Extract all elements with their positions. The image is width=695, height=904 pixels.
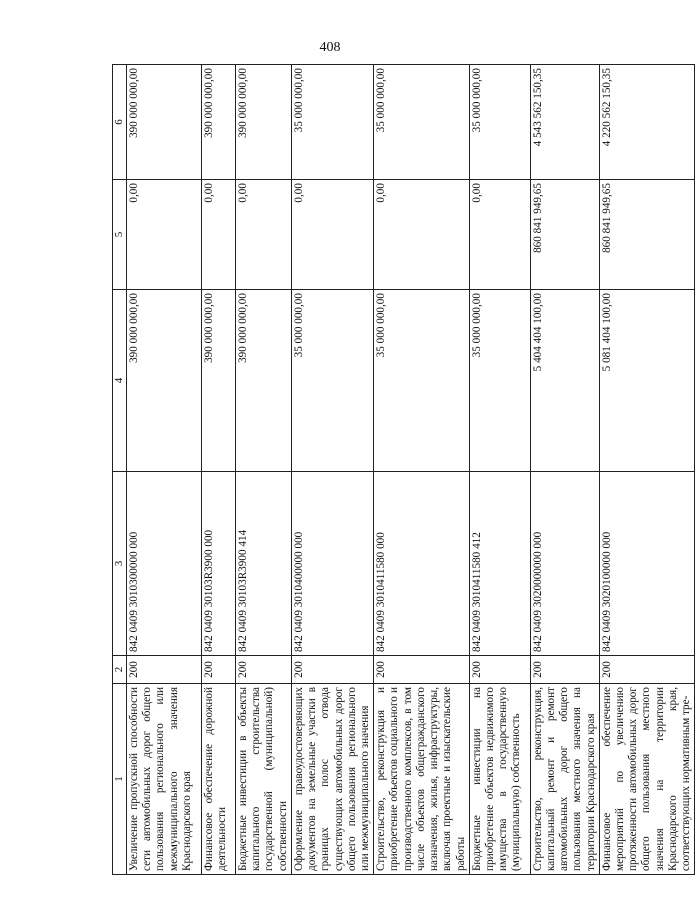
row-col4-cell: 35 000 000,00 [291,290,373,472]
rotated-table-region [112,65,693,875]
budget-table-wrapper [112,65,693,875]
table-row [291,65,373,875]
table-row [202,65,236,875]
table-header-row [113,65,127,875]
row-col6-cell: 4 543 562 150,35 [530,65,599,180]
row-col6-cell: 390 000 000,00 [236,65,292,180]
row-code-cell: 842 0409 30103R3900 000 [202,472,236,656]
table-row [599,65,695,875]
table-row [374,65,470,875]
row-col6-cell: 35 000 000,00 [374,65,470,180]
row-col2-cell: 200 [374,656,470,684]
row-col2-cell: 200 [291,656,373,684]
row-code-cell: 842 0409 3010411580 412 [469,472,530,656]
row-code-cell: 842 0409 3010411580 000 [374,472,470,656]
row-code-cell: 842 0409 3010400000 000 [291,472,373,656]
row-col4-cell: 390 000 000,00 [236,290,292,472]
row-col6-cell: 390 000 000,00 [202,65,236,180]
row-col2-cell: 200 [530,656,599,684]
header-cell: 5 [113,180,127,290]
row-name-cell: Увеличение пропускной способности сети автомобильных дорог общего пользования регионального или межмуниципального значения Краснодарского края [127,684,202,875]
budget-table [112,64,695,875]
row-col4-cell: 35 000 000,00 [469,290,530,472]
row-col2-cell: 200 [202,656,236,684]
row-col6-cell: 35 000 000,00 [291,65,373,180]
row-col6-cell: 390 000 000,00 [127,65,202,180]
row-col5-cell: 0,00 [236,180,292,290]
row-col2-cell: 200 [599,656,695,684]
row-name-cell: Строительство, реконструкция, капитальный ремонт и ремонт автомобильных дорог общего пользования местного значения на территории Краснодарского края [530,684,599,875]
row-col2-cell: 200 [469,656,530,684]
row-name-cell: Финансовое обеспечение дорожной деятельности [202,684,236,875]
row-col6-cell: 4 220 562 150,35 [599,65,695,180]
row-col2-cell: 200 [127,656,202,684]
row-col5-cell: 0,00 [374,180,470,290]
row-name-cell: Оформление правоудостоверяющих документов на земельные участки в границах полос отвода существующих автомобильных дорог общего пользования регионального или межмуниципального значения [291,684,373,875]
row-col4-cell: 5 404 404 100,00 [530,290,599,472]
header-cell: 4 [113,290,127,472]
table-row [469,65,530,875]
row-code-cell: 842 0409 30103R3900 414 [236,472,292,656]
header-cell: 1 [113,684,127,875]
row-col4-cell: 35 000 000,00 [374,290,470,472]
row-col4-cell: 390 000 000,00 [127,290,202,472]
header-cell: 3 [113,472,127,656]
row-col5-cell: 0,00 [291,180,373,290]
row-name-cell: Бюджетные инвестиции в объекты капитального строительства государственной (муниципальной) собственности [236,684,292,875]
row-col5-cell: 0,00 [127,180,202,290]
table-row [127,65,202,875]
row-col5-cell: 860 841 949,65 [599,180,695,290]
header-cell: 6 [113,65,127,180]
row-code-cell: 842 0409 3020100000 000 [599,472,695,656]
row-col2-cell: 200 [236,656,292,684]
row-code-cell: 842 0409 3010300000 000 [127,472,202,656]
row-col4-cell: 390 000 000,00 [202,290,236,472]
row-name-cell: Финансовое обеспечение мероприятий по увеличению протяженности автомобильных дорог общего пользования местного значения на территории Краснодарского края, соответствующих нормативным тре- [599,684,695,875]
row-col5-cell: 860 841 949,65 [530,180,599,290]
row-col5-cell: 0,00 [469,180,530,290]
table-row [530,65,599,875]
row-code-cell: 842 0409 3020000000 000 [530,472,599,656]
table-row [236,65,292,875]
row-name-cell: Бюджетные инвестиции на приобретение объектов недвижимого имущества в государственную (муниципальную) собственность [469,684,530,875]
row-name-cell: Строительство, реконструкция и приобретение объектов социального и производственного комплексов, в том числе объектов общегражданского назначения, жилья, инфраструктуры, включая проектные и изыскательские работы [374,684,470,875]
row-col4-cell: 5 081 404 100,00 [599,290,695,472]
header-cell: 2 [113,656,127,684]
row-col6-cell: 35 000 000,00 [469,65,530,180]
row-col5-cell: 0,00 [202,180,236,290]
page-number: 408 [319,40,341,55]
